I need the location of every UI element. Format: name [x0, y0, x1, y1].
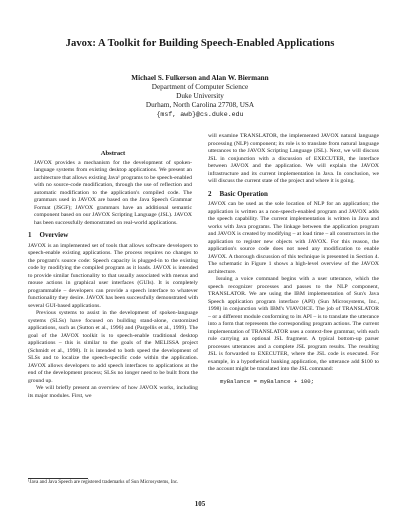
affiliation-university: Duke University	[176, 92, 224, 100]
section-title: Basic Operation	[219, 189, 268, 198]
paragraph: We will briefly present an overview of how JAVOX works, including its major modules. First, we	[28, 385, 198, 399]
section-1-heading	[28, 232, 198, 240]
section-number: 1	[28, 231, 32, 239]
paragraph: will examine TRANSLATOR, the implemented JAVOX natural language processing (NLP) component; its role is to translate from natural language utterances to the JAVOX Scripting Language (JSL). Next, we will discuss JSL in conjunction with a discussion of EXECUTER, the interface between JAVOX and the application. We will explain the JAVOX infrastructure and its current implementation in Java. In conclusion, we will discuss the current state of the project and where it is going.	[208, 133, 379, 184]
author-names: Michael S. Fulkerson and Alan W. Biermann	[131, 74, 269, 82]
paragraph: Previous systems to assist in the development of spoken-language systems (SLSs) have focused on building stand-alone, customized applications, such as (Sutton et al., 1996) and (Pargellis et al., 1999). The goal of the JAVOX toolkit is to speech-enable traditional desktop applications – this is similar to the goals of the MELISSA project (Schmidt et al., 1998). It is intended to both speed the development of SLSs and to localize the speech-specific code within the application. JAVOX allows developers to add speech interfaces to applications at the end of the development process; SLSs no longer need to be built from the ground up.	[28, 310, 198, 384]
paragraph: JAVOX can be used as the sole location of NLP for an application; the application is written as a non-speech-enabled program and JAVOX adds the speech capability. The current implementation is written in Java and works with Java programs. The linkage between the application program and JAVOX is created by modifying – at load time – all constructors in the application to register new objects with JAVOX. For this reason, the application's source code does not need any modification to enable JAVOX. A thorough discussion of this technique is presented in Section 4. The schematic in Figure 1 shows a high-level overview of the JAVOX architecture.	[208, 201, 379, 275]
abstract-text: JAVOX provides a mechanism for the development of spoken-language systems from existing desktop applications. We present an architecture that allows existing Java¹ programs to be speech-enabled with no source-code modification, through the use of reflection and automatic modification to the application's compiled code. The grammars used in JAVOX are based on the Java Speech Grammar Format (JSGF); JAVOX grammars have an additional semantic component based on our JAVOX Scripting Language (JSL). JAVOX has been successfully demonstrated on real-world applications.	[34, 159, 192, 226]
footnote-divider	[28, 478, 88, 479]
paragraph: Issuing a voice command begins with a user utterance, which the speech recognizer processes and passes to the NLP component, TRANSLATOR. We are using the IBM implementation of Sun's Java Speech application program interface (API) (Sun Microsystems, Inc., 1998) in conjunction with IBM's VIAVOICE. The job of TRANSLATOR – or a different module conforming to its API – is to translate the utterance into a form that represents the corresponding program actions. The current implementation of TRANSLATOR uses a context-free grammar, with each rule carrying an optional JSL fragment. A typical bottom-up parser processes utterances and a complete JSL program results. The resulting JSL is forwarded to EXECUTER, where the JSL code is executed. For example, in a hypothetical banking application, the utterance add $100 to the account might be translated into the JSL command:	[208, 276, 379, 372]
affiliation-department: Department of Computer Science	[151, 83, 249, 91]
affiliation-address: Durham, North Carolina 27708, USA	[145, 101, 255, 109]
paragraph: JAVOX is an implemented set of tools that allows software developers to speech-enable existing applications. The process requires no changes to the program's source code: Speech capacity is plugged-in to the existing code by modifying the compiled program as it loads. JAVOX is intended to provide similar functionality to that usually associated with menus and mouse actions in graphical user interfaces (GUIs). It is completely programmable – developers can provide a speech interface to whatever functionality they desire. JAVOX has been successfully demonstrated with several GUI-based applications.	[28, 242, 199, 309]
code-snippet: myBalance = myBalance + 100;	[220, 377, 314, 385]
section-number: 2	[208, 189, 212, 198]
page-number: 105	[194, 500, 206, 508]
footnote: ¹Java and Java Speech are registered trademarks of Sun Microsystems, Inc.	[28, 480, 179, 485]
author-emails: {msf, awb}@cs.duke.edu	[156, 111, 244, 118]
left-column	[28, 150, 198, 400]
section-2-heading	[208, 191, 379, 199]
right-column	[208, 133, 379, 385]
section-title: Overview	[39, 231, 69, 239]
paper-title: Javox: A Toolkit for Building Speech-Enabled Applications	[65, 38, 335, 49]
abstract-heading: Abstract	[100, 150, 126, 157]
